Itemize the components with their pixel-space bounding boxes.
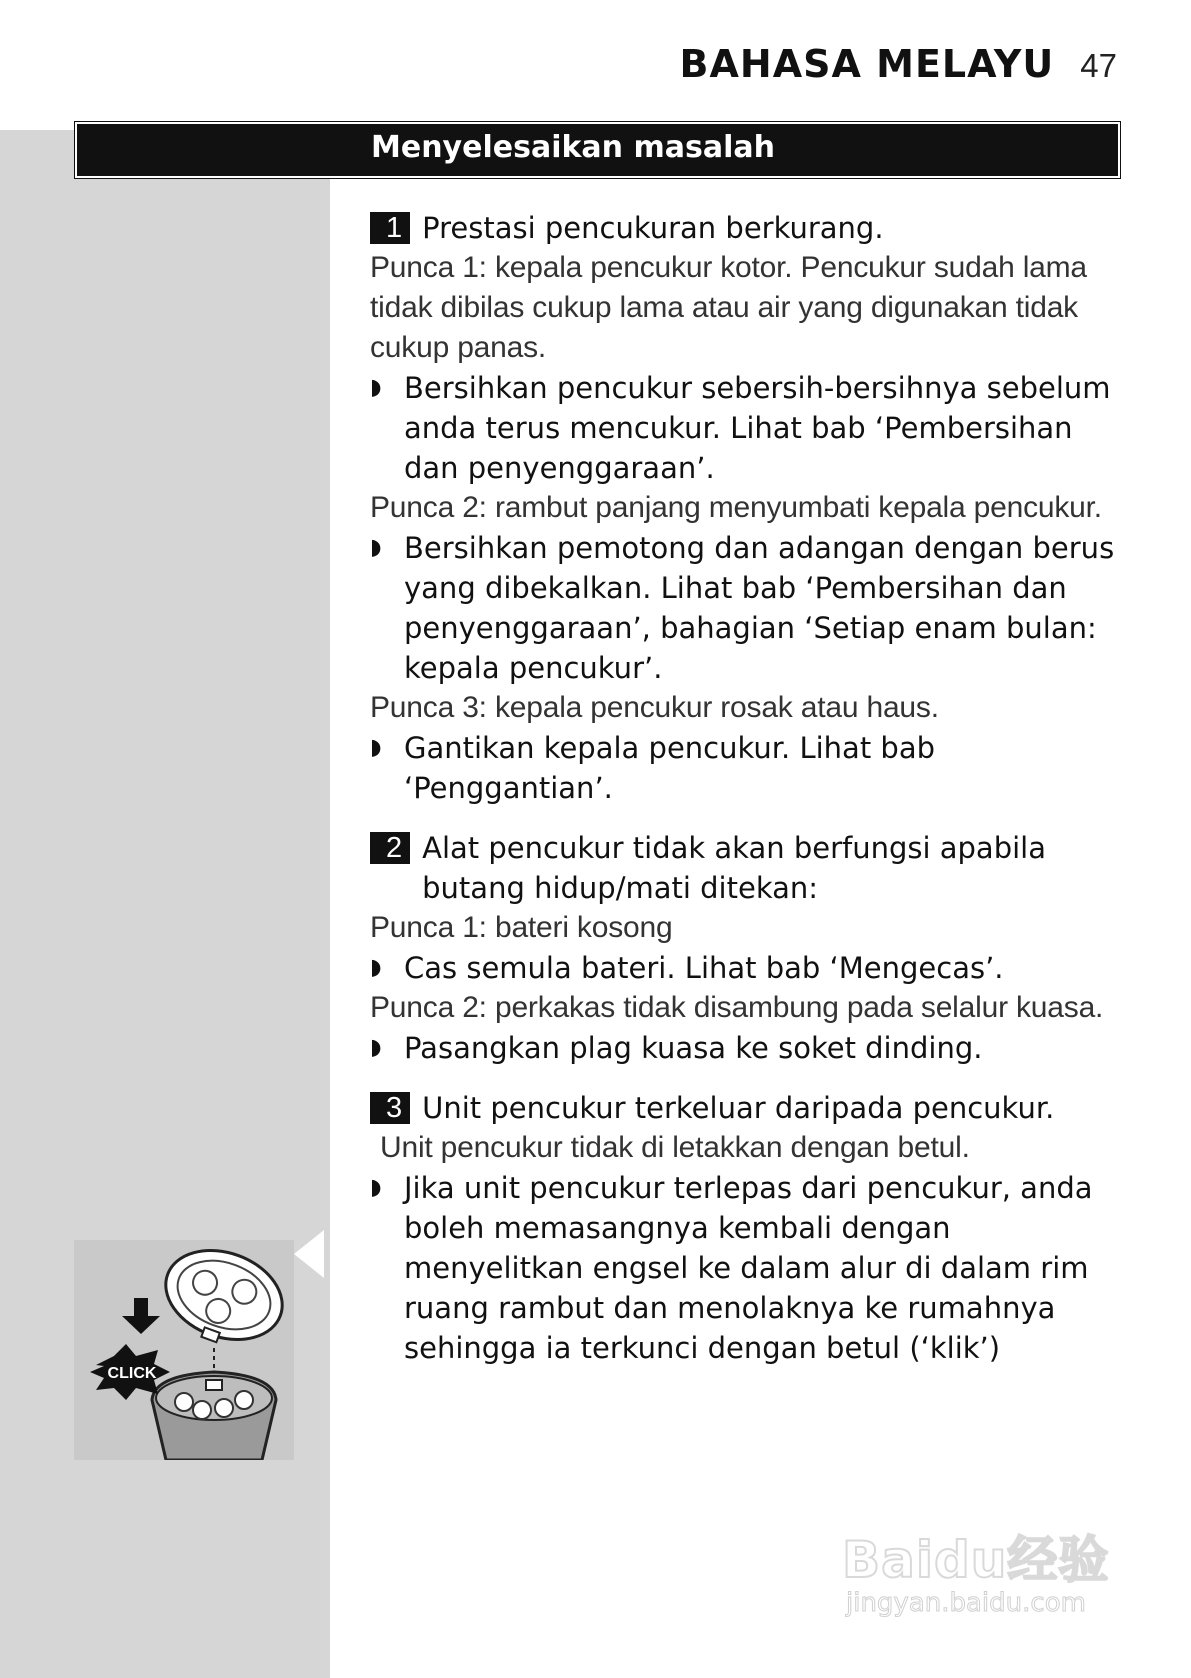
issue-3-heading [370, 1088, 1120, 1128]
shaving-unit-drawing [152, 1240, 294, 1360]
solution-step [370, 528, 1120, 688]
down-arrow-icon [122, 1298, 160, 1334]
language-label: BAHASA MELAYU [679, 42, 1055, 86]
issue-1-heading [370, 208, 1120, 248]
issue-title: Alat pencukur tidak akan berfungsi apabila butang hidup/mati ditekan: [422, 831, 1046, 905]
cause-text: Punca 2: perkakas tidak disambung pada selalur kuasa. [370, 991, 1104, 1024]
solution-text: Bersihkan pemotong dan adangan dengan berus yang dibekalkan. Lihat bab ‘Pembersihan dan penyenggaraan’, bahagian ‘Setiap enam bulan: kepala pencukur’. [404, 531, 1115, 685]
solution-text: Gantikan kepala pencukur. Lihat bab ‘Penggantian’. [404, 731, 936, 805]
bullet-arrow-icon: ◗ [370, 955, 382, 980]
cause-text: Punca 2: rambut panjang menyumbati kepala pencukur. [370, 491, 1102, 524]
shaver-reassembly-illustration [74, 1240, 294, 1460]
troubleshooting-content [370, 208, 1120, 1368]
solution-step [370, 368, 1120, 488]
issue-number-badge: 2 [370, 832, 410, 864]
page-header [680, 42, 1117, 86]
solution-step [370, 1028, 1120, 1068]
cause-text: Punca 1: bateri kosong [370, 911, 673, 944]
solution-step [370, 1168, 1120, 1368]
issue-title: Prestasi pencukuran berkurang. [422, 211, 884, 245]
cause-text: Punca 3: kepala pencukur rosak atau haus. [370, 691, 939, 724]
shaver-body-drawing [152, 1372, 276, 1460]
solution-text: Pasangkan plag kuasa ke soket dinding. [404, 1031, 983, 1065]
issue-title: Unit pencukur terkeluar daripada pencukur. [422, 1091, 1055, 1125]
bullet-arrow-icon: ◗ [370, 1175, 382, 1200]
figure-pointer [294, 1230, 324, 1278]
bullet-arrow-icon: ◗ [370, 1035, 382, 1060]
baidu-watermark [842, 1500, 1122, 1630]
issue-2-heading [370, 828, 1120, 908]
shaver-illustration-svg [74, 1240, 294, 1460]
bullet-arrow-icon: ◗ [370, 735, 382, 760]
solution-text: Cas semula bateri. Lihat bab ‘Mengecas’. [404, 951, 1004, 985]
bullet-arrow-icon: ◗ [370, 535, 382, 560]
solution-step [370, 728, 1120, 808]
solution-step [370, 948, 1120, 988]
section-title: Menyelesaikan masalah [371, 130, 775, 165]
cause-text: Punca 1: kepala pencukur kotor. Pencukur sudah lama tidak dibilas cukup lama atau air yang digunakan tidak cukup panas. [370, 251, 1087, 364]
cause-text: Unit pencukur tidak di letakkan dengan betul. [380, 1131, 970, 1164]
issue-number-badge: 1 [370, 212, 410, 244]
section-title-bar [75, 122, 1120, 178]
solution-text: Jika unit pencukur terlepas dari pencukur, anda boleh memasangnya kembali dengan menyelitkan engsel ke dalam alur di dalam rim ruang rambut dan menolaknya ke rumahnya sehingga ia terkunci dengan betul (‘klik’) [404, 1171, 1093, 1365]
watermark-url: jingyan.baidu.com [846, 1588, 1086, 1618]
watermark-logo: Baidu经验 [842, 1531, 1110, 1589]
bullet-arrow-icon: ◗ [370, 375, 382, 400]
click-label: CLICK [107, 1365, 157, 1382]
page-number: 47 [1080, 47, 1117, 84]
solution-text: Bersihkan pencukur sebersih-bersihnya sebelum anda terus mencukur. Lihat bab ‘Pembersihan dan penyenggaraan’. [404, 371, 1111, 485]
issue-number-badge: 3 [370, 1092, 410, 1124]
